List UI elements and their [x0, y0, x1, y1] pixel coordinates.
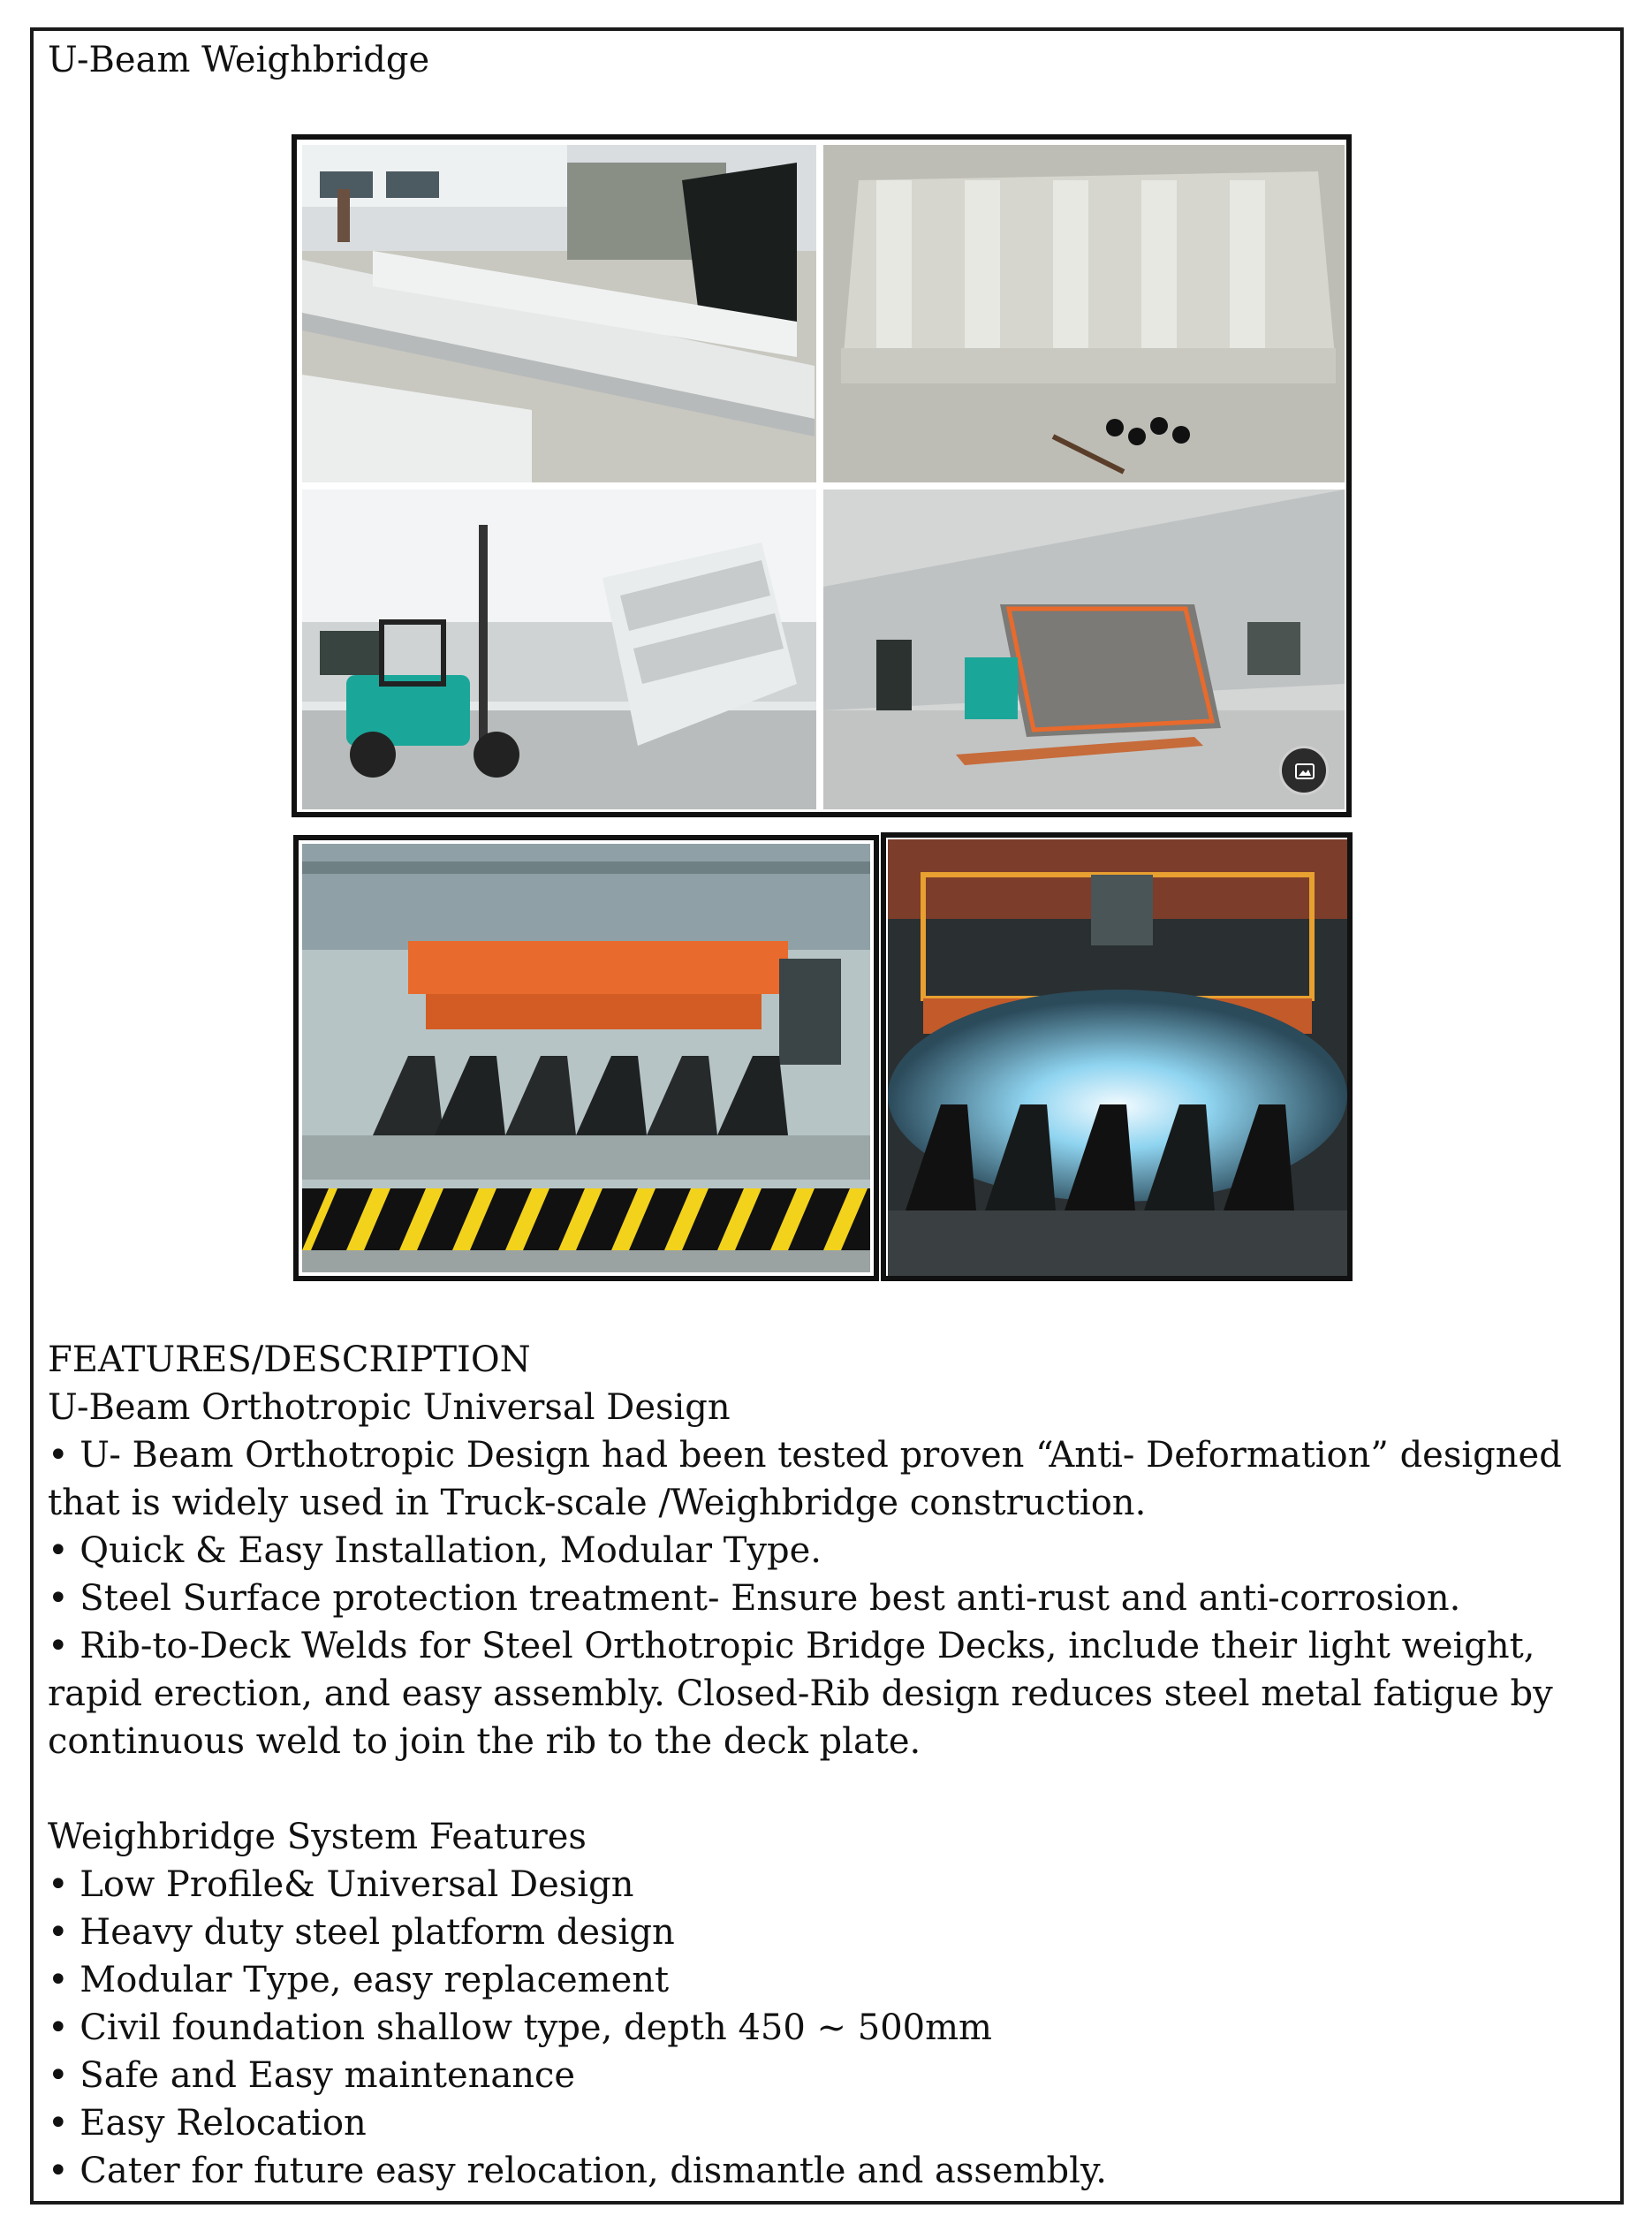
system-features-heading: Weighbridge System Features: [48, 1817, 587, 1857]
photo-collage-top: [292, 134, 1352, 817]
system-feature-bullet: • Cater for future easy relocation, dismantle and assembly.: [48, 2151, 1107, 2191]
features-subheading: U-Beam Orthotropic Universal Design: [48, 1387, 731, 1428]
photo-rib-welding-station: [293, 835, 879, 1281]
photo-beams-on-ground: [302, 145, 816, 482]
section-spacer: [48, 1765, 1603, 1813]
system-feature-bullet: • Easy Relocation: [48, 2103, 367, 2144]
system-feature-bullet: • Safe and Easy maintenance: [48, 2055, 576, 2096]
text-content: [48, 1336, 1603, 2195]
photo-beam-frame-assembly: [823, 145, 1345, 482]
features-bullet: • Quick & Easy Installation, Modular Type.: [48, 1530, 822, 1571]
photo-welding-in-progress: [881, 832, 1353, 1281]
page-title: U-Beam Weighbridge: [48, 40, 430, 80]
system-feature-bullet: • Modular Type, easy replacement: [48, 1960, 670, 2000]
image-gallery-icon[interactable]: [1279, 746, 1329, 795]
photo-forklift-lifting-beam: [302, 489, 816, 809]
features-bullet: • U- Beam Orthotropic Design had been tested proven “Anti- Deformation” designed that is widely used in Truck-scale /Weighbridge construction.: [48, 1435, 1562, 1523]
photo-rib-welding-image: [302, 844, 870, 1272]
system-feature-bullet: • Civil foundation shallow type, depth 450 ~ 500mm: [48, 2007, 992, 2048]
features-bullet: • Steel Surface protection treatment- Ensure best anti-rust and anti-corrosion.: [48, 1578, 1461, 1619]
features-bullet: • Rib-to-Deck Welds for Steel Orthotropic Bridge Decks, include their light weight, rapid erection, and easy assembly. Closed-Rib design reduces steel metal fatigue by continuous weld to join the rib to the deck plate.: [48, 1626, 1553, 1762]
system-feature-bullet: • Heavy duty steel platform design: [48, 1912, 675, 1953]
features-heading: FEATURES/DESCRIPTION: [48, 1339, 531, 1380]
system-feature-bullet: • Low Profile& Universal Design: [48, 1864, 634, 1905]
photo-welding-image: [888, 839, 1347, 1276]
photo-beam-warehouse: [823, 489, 1345, 809]
